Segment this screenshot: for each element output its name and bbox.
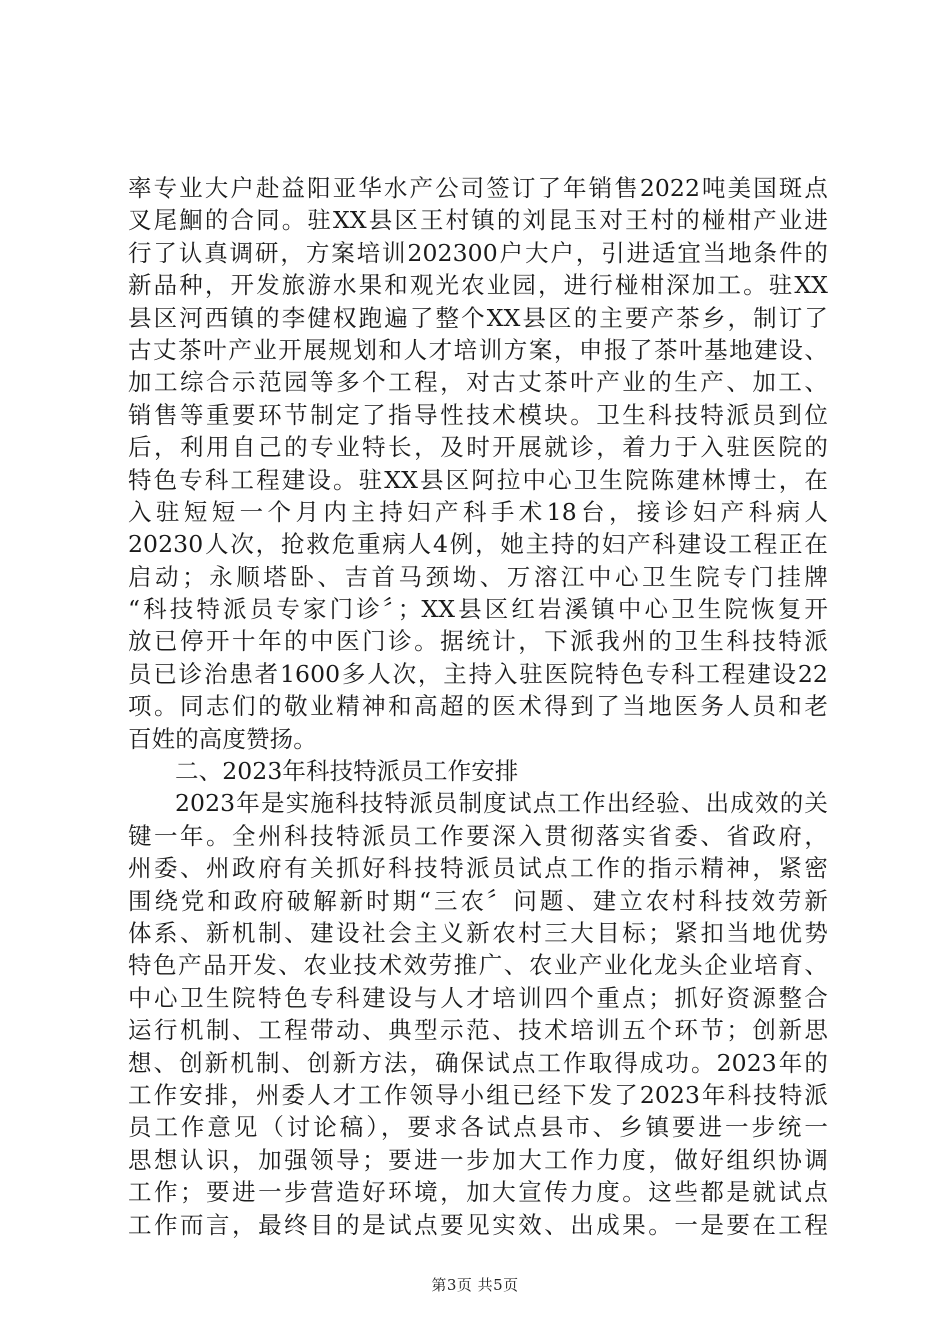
text-line: 启动；永顺塔卧、吉首马颈坳、万溶江中心卫生院专门挂牌 [128,562,828,591]
text-line: 行了认真调研，方案培训202300户大户，引进适宜当地条件的 [128,238,828,267]
text-line: 20230人次，抢救危重病人4例，她主持的妇产科建设工程正在 [128,530,828,559]
text-line: 后，利用自己的专业特长，及时开展就诊，着力于入驻医院的 [128,433,828,462]
text-line: 员工作意见（讨论稿），要求各试点县市、乡镇要进一步统一 [128,1113,828,1142]
document-body [128,172,828,1241]
text-line: 键一年。全州科技特派员工作要深入贯彻落实省委、省政府， [128,821,828,850]
text-line: 工作而言，最终目的是试点要见实效、出成果。一是要在工程 [128,1210,828,1239]
text-line: 销售等重要环节制定了指导性技术模块。卫生科技特派员到位 [128,400,828,429]
text-line: 项。同志们的敬业精神和高超的医术得到了当地医务人员和老 [128,692,828,721]
text-line: 体系、新机制、建设社会主义新农村三大目标；紧扣当地优势 [128,918,828,947]
text-line: 思想认识，加强领导；要进一步加大工作力度，做好组织协调 [128,1145,828,1174]
text-line: 想、创新机制、创新方法，确保试点工作取得成功。2023年的 [128,1048,828,1077]
text-line: 叉尾鮰的合同。驻XX县区王村镇的刘昆玉对王村的椪柑产业进 [128,206,828,235]
text-line: 工作安排，州委人才工作领导小组已经下发了2023年科技特派 [128,1080,828,1109]
text-line: 县区河西镇的李健权跑遍了整个XX县区的主要产茶乡，制订了 [128,303,828,332]
text-line: 工作；要进一步营造好环境，加大宣传力度。这些都是就试点 [128,1178,828,1207]
text-line: “科技特派员专家门诊〞；XX县区红岩溪镇中心卫生院恢复开 [128,595,828,624]
text-line: 加工综合示范园等多个工程，对古丈茶叶产业的生产、加工、 [128,368,828,397]
text-line: 率专业大户赴益阳亚华水产公司签订了年销售2022吨美国斑点 [128,174,828,202]
paragraph-work-plan [128,787,828,1240]
paragraph-achievements [128,172,828,755]
text-line: 特色专科工程建设。驻XX县区阿拉中心卫生院陈建林博士，在 [128,465,828,494]
text-line: 百姓的高度赞扬。 [128,724,317,753]
text-line: 中心卫生院特色专科建设与人才培训四个重点；抓好资源整合 [128,983,828,1012]
section-heading: 二、2023年科技特派员工作安排 [175,757,519,786]
text-line: 入驻短短一个月内主持妇产科手术18台，接诊妇产科病人 [128,497,828,526]
text-line: 2023年是实施科技特派员制度试点工作出经验、出成效的关 [175,789,828,818]
text-line: 运行机制、工程带动、典型示范、技术培训五个环节；创新思 [128,1016,828,1045]
text-line: 特色产品开发、农业技术效劳推广、农业产业化龙头企业培育、 [128,951,828,980]
text-line: 古丈茶叶产业开展规划和人才培训方案，申报了茶叶基地建设、 [128,335,828,364]
text-line: 新品种，开发旅游水果和观光农业园，进行椪柑深加工。驻XX [128,271,828,300]
text-line: 围绕党和政府破解新时期“三农〞问题、建立农村科技效劳新 [128,886,828,915]
text-line: 员已诊治患者1600多人次，主持入驻医院特色专科工程建设22 [128,659,828,688]
page-number-footer: 第3页 共5页 [431,1276,519,1294]
text-line: 放已停开十年的中医门诊。据统计，下派我州的卫生科技特派 [128,627,828,656]
text-line: 州委、州政府有关抓好科技特派员试点工作的指示精神，紧密 [128,854,828,883]
